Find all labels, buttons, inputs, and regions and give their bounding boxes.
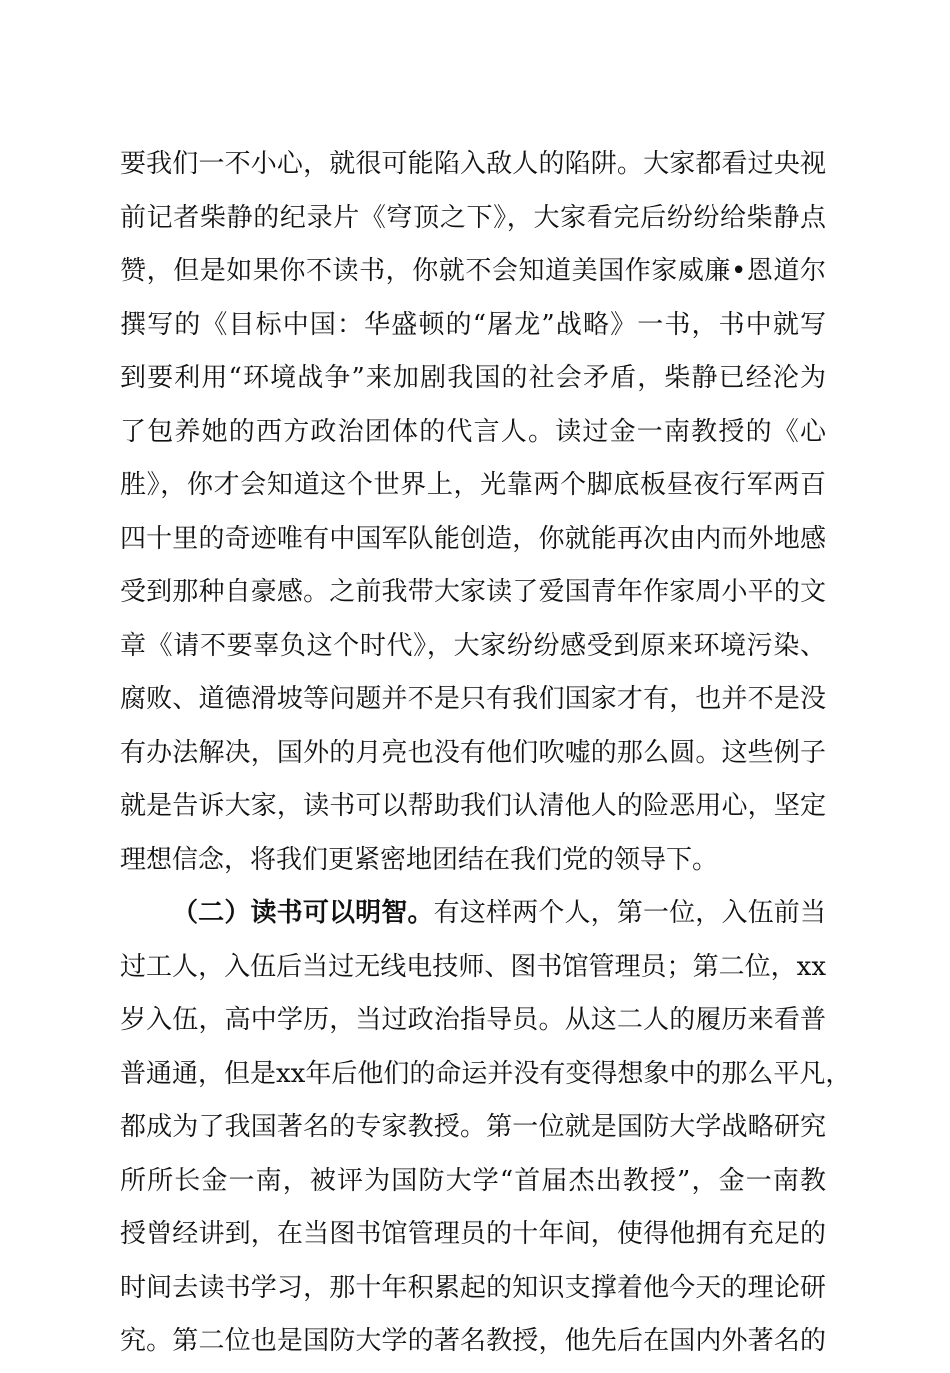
body-line-5: 到要利用“环境战争”来加剧我国的社会矛盾，柴静已经沦为: [120, 363, 826, 393]
section-heading: （二）读书可以明智。: [172, 898, 434, 928]
section-line-5: 所所长金一南，被评为国防大学“首届杰出教授”，金一南教: [120, 1165, 826, 1196]
body-line-10: 章《请不要辜负这个时代》，大家纷纷感受到原来环境污染、: [120, 630, 826, 661]
body-line-4: 撰写的《目标中国：华盛顿的“屠龙”战略》一书，书中就写: [120, 309, 826, 340]
section-first-line-text: 有这样两个人，第一位，入伍前当: [433, 898, 826, 928]
section-line-4: 都成为了我国著名的专家教授。第一位就是国防大学战略研究: [120, 1112, 826, 1142]
body-line-13: 就是告诉大家，读书可以帮助我们认清他人的险恶用心，坚定: [120, 791, 826, 821]
section-line-1: 过工人，入伍后当过无线电技师、图书馆管理员；第二位，xx: [120, 951, 826, 982]
section-line-2: 岁入伍，高中学历，当过政治指导员。从这二人的履历来看普: [120, 1005, 826, 1035]
body-line-8: 四十里的奇迹唯有中国军队能创造，你就能再次由内而外地感: [120, 523, 826, 554]
section-line-6: 授曾经讲到，在当图书馆管理员的十年间，使得他拥有充足的: [120, 1219, 826, 1249]
body-line-14: 理想信念，将我们更紧密地团结在我们党的领导下。: [120, 844, 719, 875]
body-line-12: 有办法解决，国外的月亮也没有他们吹嘘的那么圆。这些例子: [120, 737, 826, 768]
body-line-1: 要我们一不小心，就很可能陷入敌人的陷阱。大家都看过央视: [120, 149, 826, 179]
body-line-9: 受到那种自豪感。之前我带大家读了爱国青年作家周小平的文: [120, 577, 826, 607]
body-line-2: 前记者柴静的纪录片《穹顶之下》，大家看完后纷纷给柴静点: [120, 202, 826, 233]
section-line-8: 究。第二位也是国防大学的著名教授，他先后在国内外著名的: [120, 1326, 826, 1356]
section-first-line: [120, 891, 826, 935]
section-line-3: 普通通，但是xx年后他们的命运并没有变得想象中的那么平凡，: [120, 1058, 852, 1089]
body-line-11: 腐败、道德滑坡等问题并不是只有我们国家才有，也并不是没: [120, 684, 826, 714]
document-page: [120, 142, 852, 1373]
body-line-6: 了包养她的西方政治团体的代言人。读过金一南教授的《心: [120, 416, 826, 447]
body-line-3: 赞，但是如果你不读书，你就不会知道美国作家威廉•恩道尔: [120, 256, 826, 286]
section-line-7: 时间去读书学习，那十年积累起的知识支撑着他今天的理论研: [120, 1272, 826, 1303]
body-line-7: 胜》，你才会知道这个世界上，光靠两个脚底板昼夜行军两百: [120, 470, 826, 500]
